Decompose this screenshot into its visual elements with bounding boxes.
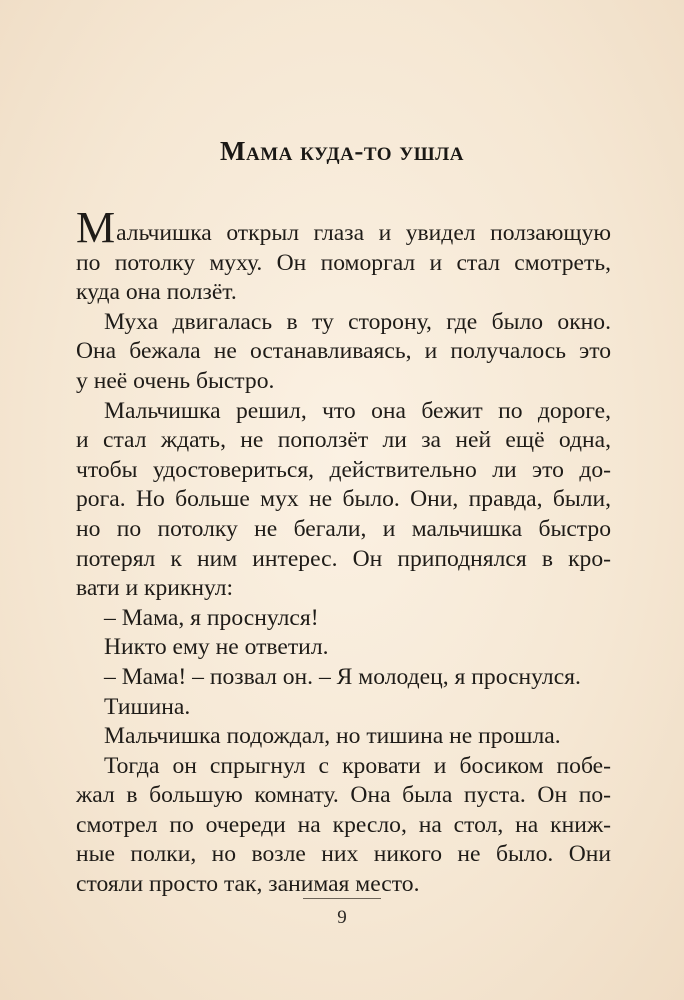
text-line: но по потолку не бегали, и мальчишка быстро <box>76 515 611 542</box>
text-line: Тишина. <box>104 693 191 720</box>
chapter-title: Мама куда-то ушла <box>220 136 464 166</box>
text-line: – Мама, я проснулся! <box>104 604 319 631</box>
text-line <box>76 203 611 252</box>
drop-cap: М <box>76 203 116 252</box>
text-line: Мальчишка подождал, но тишина не прошла. <box>104 723 561 750</box>
text-line: Тогда он спрыгнул с кровати и босиком побе- <box>104 752 611 779</box>
text-line: ные полки, но возле них никого не было. Они <box>76 841 611 868</box>
text-line: и стал ждать, не поползёт ли за ней ещё одна, <box>76 427 611 454</box>
text-line: смотрел по очереди на кресло, на стол, на книж- <box>76 811 611 838</box>
text-line: – Мама! – позвал он. – Я молодец, я проснулся. <box>104 663 581 690</box>
text-line: Мальчишка решил, что она бежит по дороге, <box>104 397 611 424</box>
page-number: 9 <box>337 907 347 928</box>
text-line: рога. Но больше мух не было. Они, правда, были, <box>76 486 611 513</box>
text-line: стояли просто так, занимая место. <box>76 871 420 898</box>
text-line: Она бежала не останавливаясь, и получалось это <box>76 338 611 365</box>
text-line: потерял к ним интерес. Он приподнялся в кро- <box>76 545 611 572</box>
text-line: по потолку муху. Он поморгал и стал смотреть, <box>76 249 611 276</box>
footer-divider <box>303 898 381 899</box>
text-line: чтобы удостовериться, действительно ли это до- <box>76 456 611 483</box>
text-line: Никто ему не ответил. <box>104 634 329 661</box>
text-line: вати и крикнул: <box>76 575 234 602</box>
text-line: у неё очень быстро. <box>76 367 275 394</box>
text-line-content: альчишка открыл глаза и увидел ползающую <box>116 220 611 246</box>
text-line: жал в большую комнату. Она была пуста. Он по- <box>76 782 611 809</box>
body-text <box>76 203 611 900</box>
text-line: куда она ползёт. <box>76 279 237 306</box>
text-line: Муха двигалась в ту сторону, где было окно. <box>104 308 611 335</box>
